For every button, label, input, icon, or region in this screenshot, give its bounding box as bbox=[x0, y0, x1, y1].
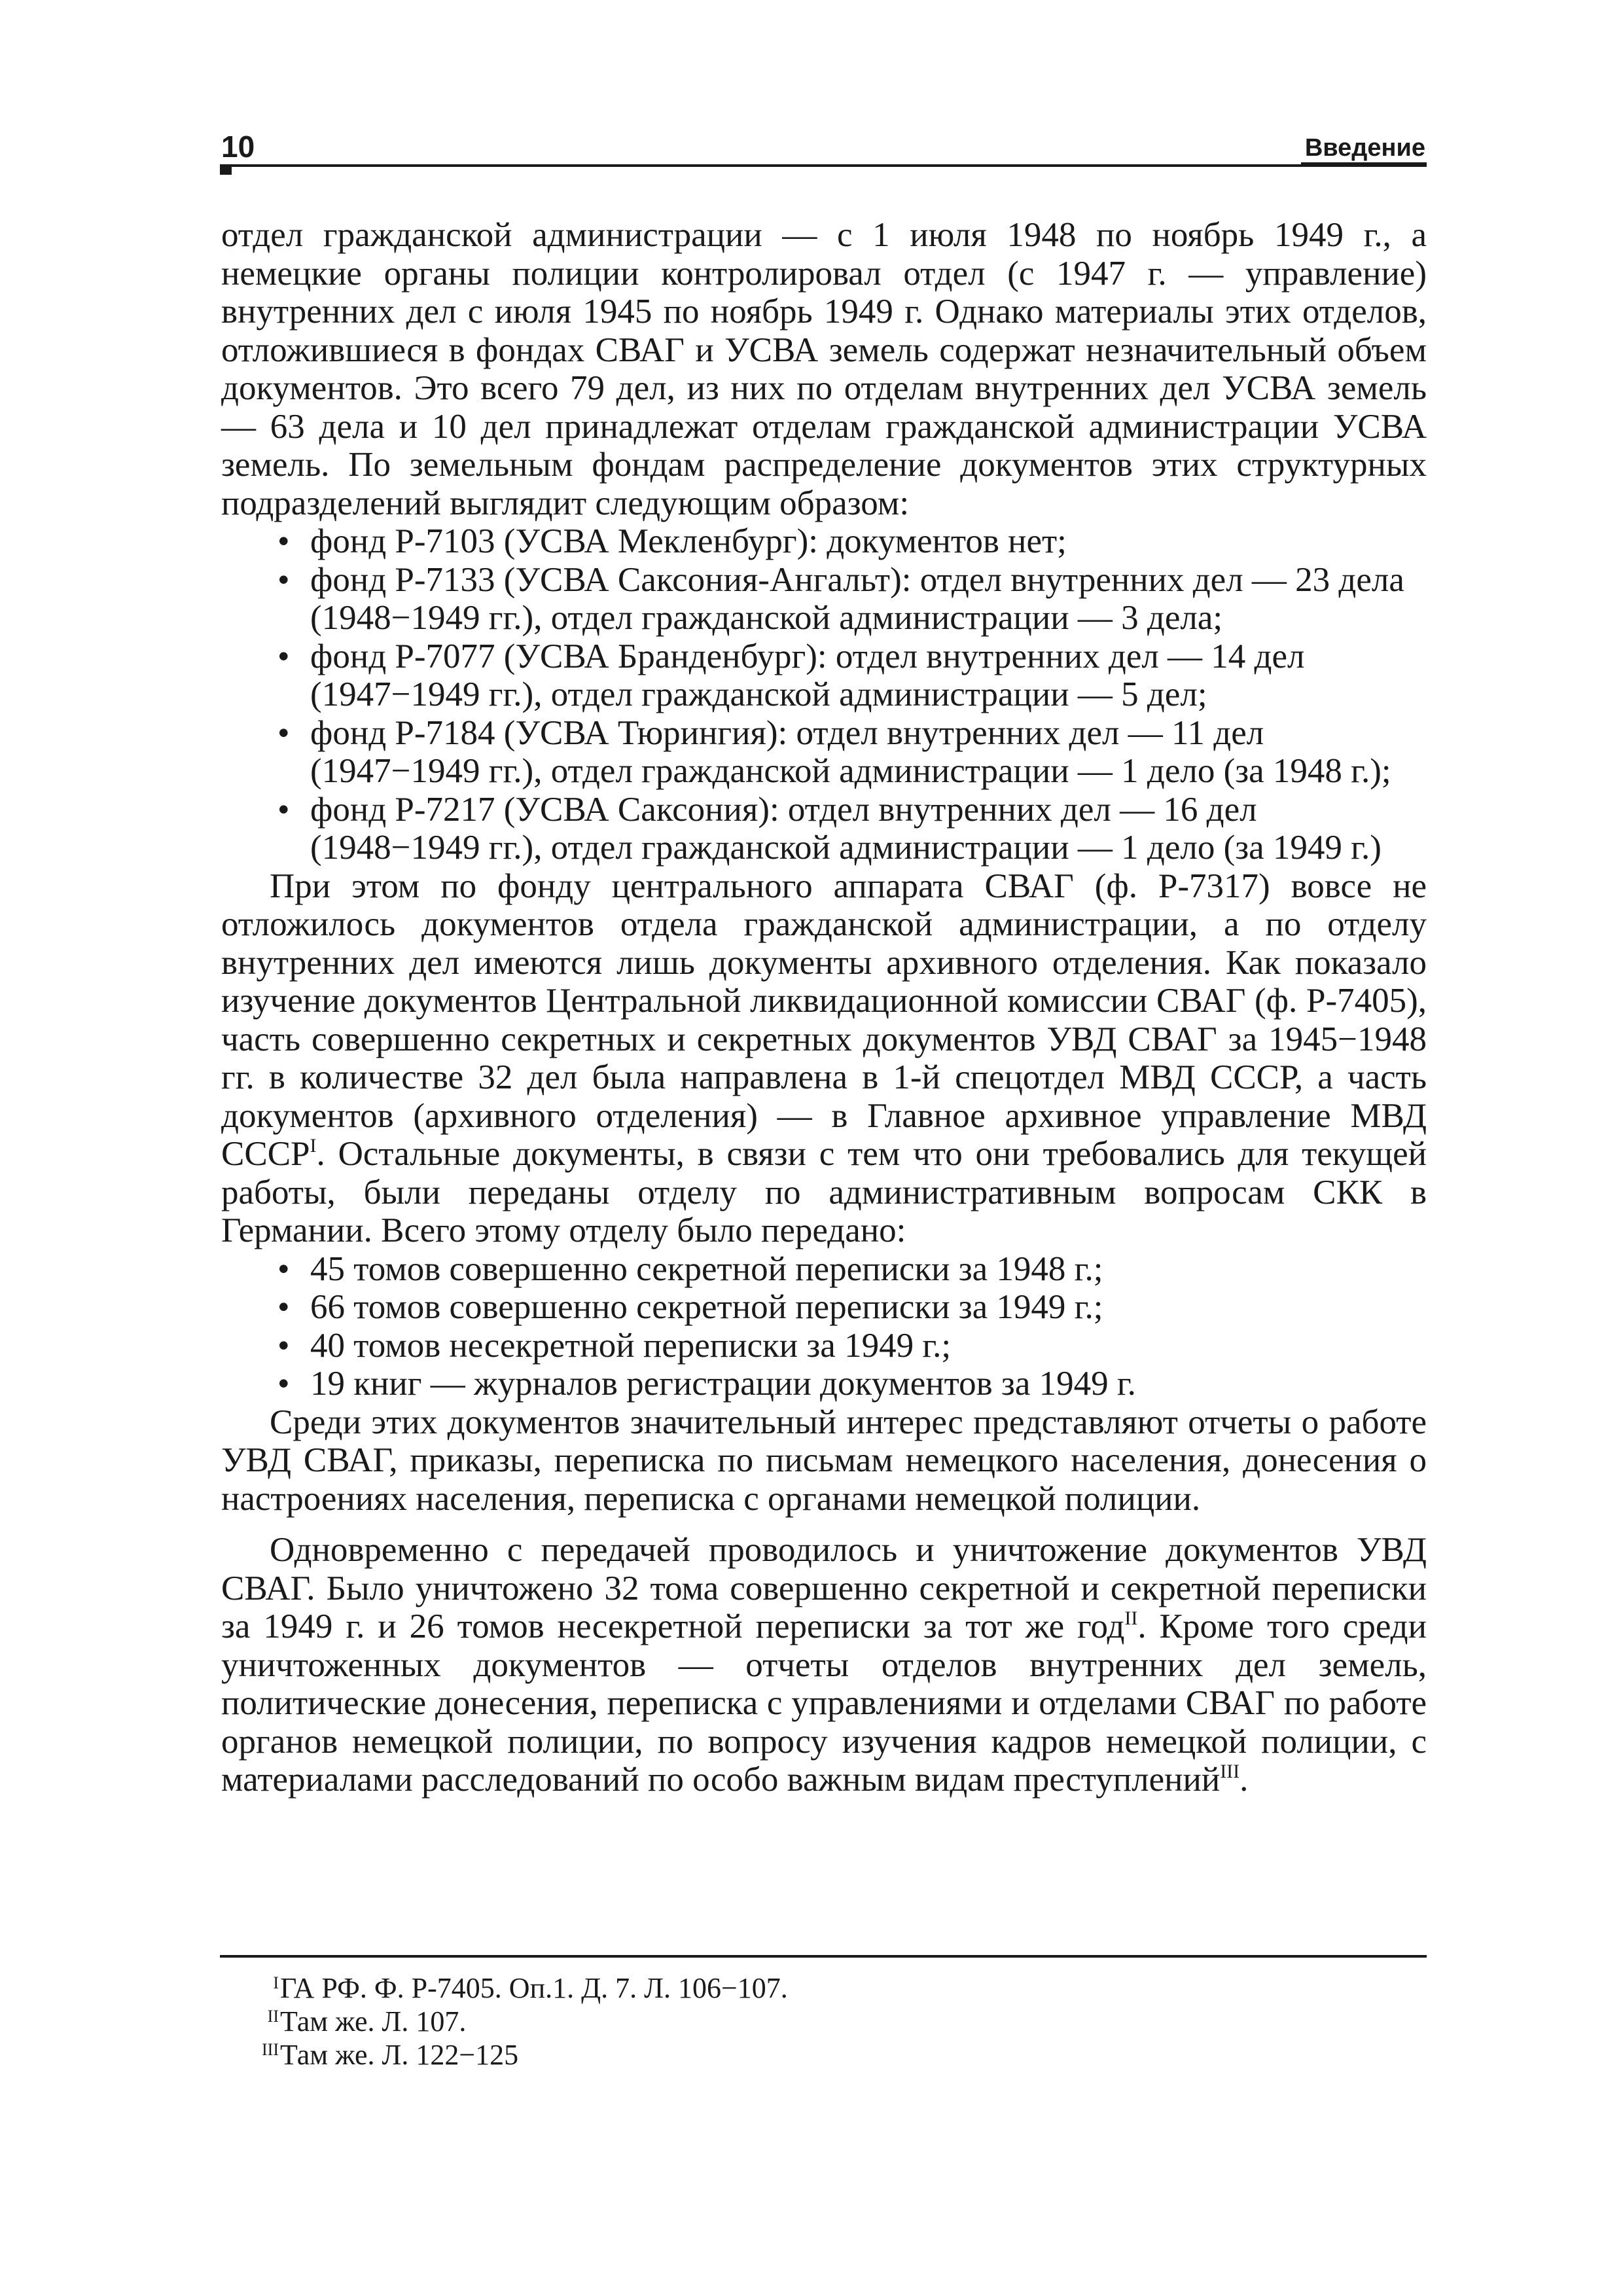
transfer-list-item bbox=[221, 1288, 1427, 1327]
footnote-mark: III bbox=[262, 2040, 279, 2059]
footnote-text: ГА РФ. Ф. Р-7405. Оп.1. Д. 7. Л. 106−107. bbox=[280, 1972, 788, 2004]
transfer-list bbox=[221, 1250, 1427, 1403]
paragraph-2-text-a: При этом по фонду центрального аппарата СВАГ (ф. Р-7317) вовсе не отложилось документов отдела гражданской администрации, а по отделу внутренних дел имеются лишь документы архивного отделения. Как показало изучение документов Центральной ликвидационной комиссии СВАГ (ф. Р-7405), часть совершенно секретных и секретных документов УВД СВАГ за 1945−1948 гг. в количестве 32 дел была направлена в 1-й спецотдел МВД СССР, а часть документов (архивного отделения) — в Главное архивное управление МВД СССР bbox=[221, 867, 1427, 1173]
bullet-icon: • bbox=[277, 560, 290, 599]
bullet-icon: • bbox=[277, 1326, 290, 1365]
fund-list-item bbox=[221, 791, 1427, 867]
footnote bbox=[221, 1971, 1427, 2005]
list-item-text: 40 томов несекретной переписки за 1949 г.; bbox=[310, 1326, 952, 1365]
transfer-list-item bbox=[221, 1250, 1427, 1289]
fund-list-item bbox=[221, 561, 1427, 637]
body-text bbox=[221, 216, 1427, 1799]
paragraph-2 bbox=[221, 867, 1427, 1250]
fund-list bbox=[221, 522, 1427, 867]
bullet-icon: • bbox=[277, 522, 290, 560]
bullet-icon: • bbox=[277, 637, 290, 675]
bullet-icon: • bbox=[277, 1365, 290, 1403]
footnote-ref-1: I bbox=[310, 1135, 317, 1157]
paragraph-4-text-a: Одновременно с передачей проводилось и уничтожение документов УВД СВАГ. Было уничтожено 32 тома совершенно секретной и секретной переписки за 1949 г. и 26 томов несекретной переписки за тот же год bbox=[221, 1531, 1427, 1645]
paragraph-1: отдел гражданской администрации — с 1 июля 1948 по ноябрь 1949 г., а немецкие органы полиции контролировал отдел (с 1947 г. — управление) внутренних дел с июля 1945 по ноябрь 1949 г. Однако материалы этих отделов, отложившиеся в фондах СВАГ и УСВА земель содержат незначительный объем документов. Это всего 79 дел, из них по отделам внутренних дел УСВА земель — 63 дела и 10 дел принадлежат отделам гражданской администрации УСВА земель. По земельным фондам распределение документов этих структурных подразделений выглядит следующим образом: bbox=[221, 216, 1427, 522]
list-item-text: фонд Р-7077 (УСВА Бранденбург): отдел внутренних дел — 14 дел (1947−1949 гг.), отдел гражданской администрации — 5 дел; bbox=[310, 637, 1305, 713]
footnote bbox=[221, 2038, 1427, 2072]
footnote-ref-3: III bbox=[1220, 1761, 1240, 1782]
list-item-text: 19 книг — журналов регистрации документов за 1949 г. bbox=[310, 1365, 1136, 1403]
page-header bbox=[220, 130, 1427, 164]
header-rule bbox=[220, 164, 1427, 167]
footnote-text: Там же. Л. 122−125 bbox=[280, 2039, 519, 2071]
running-title: Введение bbox=[1301, 134, 1427, 165]
bullet-icon: • bbox=[277, 713, 290, 752]
bullet-icon: • bbox=[277, 790, 290, 829]
fund-list-item bbox=[221, 522, 1427, 561]
bullet-icon: • bbox=[277, 1288, 290, 1326]
list-item-text: фонд Р-7103 (УСВА Мекленбург): документов нет; bbox=[310, 522, 1067, 560]
fund-list-item bbox=[221, 714, 1427, 791]
list-item-text: фонд Р-7217 (УСВА Саксония): отдел внутренних дел — 16 дел (1948−1949 гг.), отдел гражданской администрации — 1 дело (за 1949 г.) bbox=[310, 790, 1382, 867]
footnote-mark: I bbox=[273, 1973, 279, 1992]
paragraph-2-text-b: . Остальные документы, в связи с тем что они требовались для текущей работы, были переданы отделу по административным вопросам СКК в Германии. Всего этому отделу было передано: bbox=[221, 1135, 1427, 1249]
bullet-icon: • bbox=[277, 1249, 290, 1288]
transfer-list-item bbox=[221, 1327, 1427, 1365]
list-item-text: 66 томов совершенно секретной переписки за 1949 г.; bbox=[310, 1288, 1103, 1326]
list-item-text: 45 томов совершенно секретной переписки за 1948 г.; bbox=[310, 1249, 1103, 1288]
list-item-text: фонд Р-7133 (УСВА Саксония-Ангальт): отдел внутренних дел — 23 дела (1948−1949 гг.), отдел гражданской администрации — 3 дела; bbox=[310, 560, 1404, 637]
fund-list-item bbox=[221, 637, 1427, 714]
footnote-mark: II bbox=[267, 2007, 279, 2026]
header-rule-mark bbox=[220, 164, 232, 175]
footnotes bbox=[221, 1971, 1427, 2072]
page-number: 10 bbox=[221, 130, 255, 164]
footnote-rule bbox=[220, 1955, 1427, 1958]
footnote bbox=[221, 2005, 1427, 2038]
footnote-ref-2: II bbox=[1124, 1607, 1138, 1629]
paragraph-3: Среди этих документов значительный интерес представляют отчеты о работе УВД СВАГ, приказы, переписка по письмам немецкого населения, донесения о настроениях населения, переписка с органами немецкой полиции. bbox=[221, 1403, 1427, 1518]
paragraph-4 bbox=[221, 1531, 1427, 1799]
transfer-list-item bbox=[221, 1365, 1427, 1403]
footnote-text: Там же. Л. 107. bbox=[280, 2005, 467, 2037]
list-item-text: фонд Р-7184 (УСВА Тюрингия): отдел внутренних дел — 11 дел (1947−1949 гг.), отдел гражданской администрации — 1 дело (за 1948 г.); bbox=[310, 713, 1391, 790]
paragraph-4-text-c: . bbox=[1240, 1761, 1249, 1799]
paragraph-4-text-b: . Кроме того среди уничтоженных документов — отчеты отделов внутренних дел земель, политические донесения, переписка с управлениями и отделами СВАГ по работе органов немецкой полиции, по вопросу изучения кадров немецкой полиции, с материалами расследований по особо важным видам преступлений bbox=[221, 1607, 1427, 1799]
